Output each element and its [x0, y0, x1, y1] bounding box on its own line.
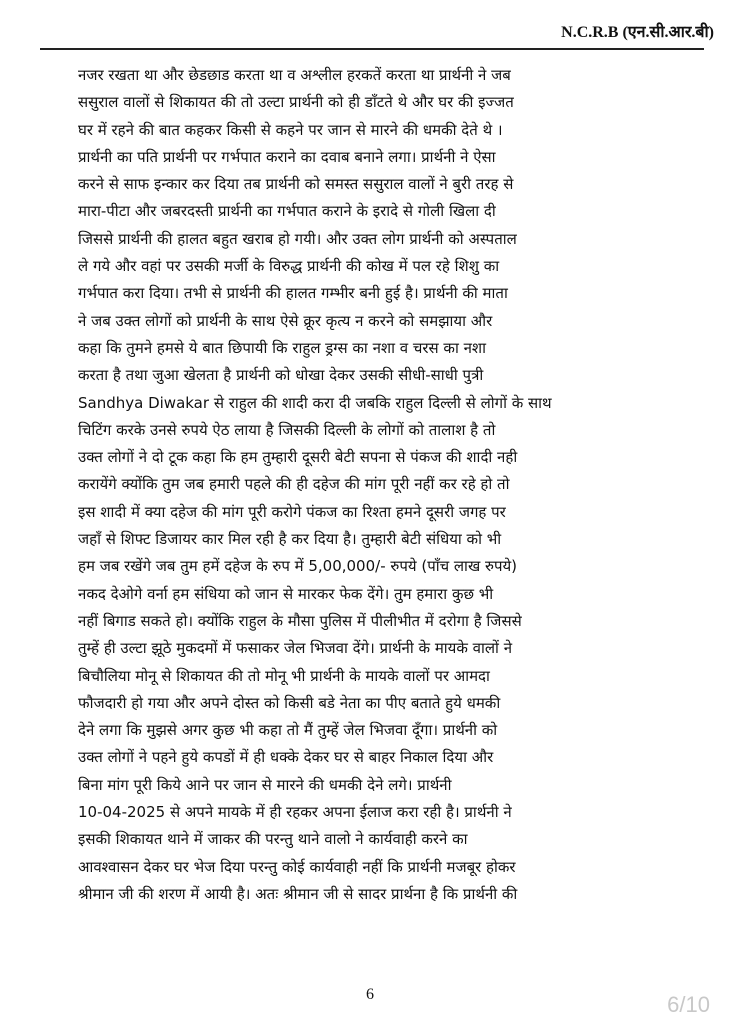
- text-line: 10-04-2025 से अपने मायके में ही रहकर अपना ईलाज करा रही है। प्रार्थनी ने: [78, 803, 512, 822]
- page-number: 6: [366, 986, 374, 1003]
- text-line: आवश्वासन देकर घर भेज दिया परन्तु कोई कार्यवाही नहीं कि प्रार्थनी मजबूर होकर: [78, 857, 516, 876]
- document-body: [78, 62, 708, 908]
- text-line: तुम्हें ही उल्टा झूठे मुकदमों में फसाकर जेल भिजवा देंगे। प्रार्थनी के मायके वालों ने: [78, 639, 513, 658]
- text-line: घर में रहने की बात कहकर किसी से कहने पर जान से मारने की धमकी देते थे ।: [78, 120, 503, 139]
- text-line: श्रीमान जी की शरण में आयी है। अतः श्रीमान जी से सादर प्रार्थना है कि प्रार्थनी की: [78, 884, 518, 903]
- text-line: इस शादी में क्या दहेज की मांग पूरी करोगे पंकज का रिश्ता हमने दूसरी जगह पर: [78, 502, 506, 521]
- text-line: नजर रखता था और छेडछाड करता था व अश्लील हरकतें करता था प्रार्थनी ने जब: [78, 66, 511, 84]
- text-line: नहीं बिगाड सकते हो। क्योंकि राहुल के मौसा पुलिस में पीलीभीत में दरोगा है जिससे: [78, 611, 522, 630]
- text-line: फौजदारी हो गया और अपने दोस्त को किसी बडे नेता का पीए बताते हुये धमकी: [78, 693, 501, 712]
- text-line: उक्त लोगों ने दो टूक कहा कि हम तुम्हारी दूसरी बेटी सपना से पंकज की शादी नही: [78, 448, 518, 467]
- text-line: इसकी शिकायत थाने में जाकर की परन्तु थाने वालो ने कार्यवाही करने का: [78, 830, 468, 849]
- text-line: चिटिंग करके उनसे रुपये ऐठ लाया है जिसकी दिल्ली के लोगों को तालाश है तो: [78, 420, 496, 439]
- text-line: गर्भपात करा दिया। तभी से प्रार्थनी की हालत गम्भीर बनी हुई है। प्रार्थनी की माता: [78, 284, 508, 303]
- text-line: बिचौलिया मोनू से शिकायत की तो मोनू भी प्रार्थनी के मायके वालों पर आमदा: [78, 666, 490, 685]
- text-line: मारा-पीटा और जबरदस्ती प्रार्थनी का गर्भपात कराने के इरादे से गोली खिला दी: [78, 202, 496, 221]
- text-line: प्रार्थनी का पति प्रार्थनी पर गर्भपात कराने का दवाब बनाने लगा। प्रार्थनी ने ऐसा: [78, 147, 496, 166]
- document-header: N.C.R.B (एन.सी.आर.बी): [561, 24, 714, 41]
- text-line: बिना मांग पूरी किये आने पर जान से मारने की धमकी देने लगे। प्रार्थनी: [78, 775, 452, 794]
- header-divider: [40, 48, 704, 50]
- page-counter: 6/10: [667, 992, 710, 1017]
- text-line: ने जब उक्त लोगों को प्रार्थनी के साथ ऐसे क्रूर कृत्य न करने को समझाया और: [78, 311, 493, 330]
- text-line: जिससे प्रार्थनी की हालत बहुत खराब हो गयी। और उक्त लोग प्रार्थनी को अस्पताल: [78, 229, 517, 248]
- text-line: करता है तथा जुआ खेलता है प्रार्थनी को धोखा देकर उसकी सीधी-साधी पुत्री: [78, 366, 484, 385]
- text-line: उक्त लोगों ने पहने हुये कपडों में ही धक्के देकर घर से बाहर निकाल दिया और: [78, 748, 494, 767]
- text-line: ले गये और वहां पर उसकी मर्जी के विरुद्ध प्रार्थनी की कोख में पल रहे शिशु का: [78, 257, 500, 276]
- text-line: जहाँ से शिफ्ट डिजायर कार मिल रही है कर दिया है। तुम्हारी बेटी संधिया को भी: [78, 530, 502, 549]
- text-line: Sandhya Diwakar से राहुल की शादी करा दी जबकि राहुल दिल्ली से लोगों के साथ: [78, 393, 552, 412]
- text-line: हम जब रखेंगे जब तुम हमें दहेज के रुप में 5,00,000/- रुपये (पाँच लाख रुपये): [78, 557, 518, 576]
- text-line: कहा कि तुमने हमसे ये बात छिपायी कि राहुल ड्रग्स का नशा व चरस का नशा: [78, 338, 487, 357]
- text-line: नकद देओगे वर्ना हम संधिया को जान से मारकर फेक देंगे। तुम हमारा कुछ भी: [78, 584, 494, 603]
- text-line: करायेंगे क्योंकि तुम जब हमारी पहले की ही दहेज की मांग पूरी नहीं कर रहे हो तो: [78, 475, 510, 494]
- text-line: देने लगा कि मुझसे अगर कुछ भी कहा तो मैं तुम्हें जेल भिजवा दूँगा। प्रार्थनी को: [78, 721, 498, 740]
- text-line: ससुराल वालों से शिकायत की तो उल्टा प्रार्थनी को ही डाँटते थे और घर की इज्जत: [78, 93, 514, 112]
- text-line: करने से साफ इन्कार कर दिया तब प्रार्थनी को समस्त ससुराल वालों ने बुरी तरह से: [78, 175, 514, 194]
